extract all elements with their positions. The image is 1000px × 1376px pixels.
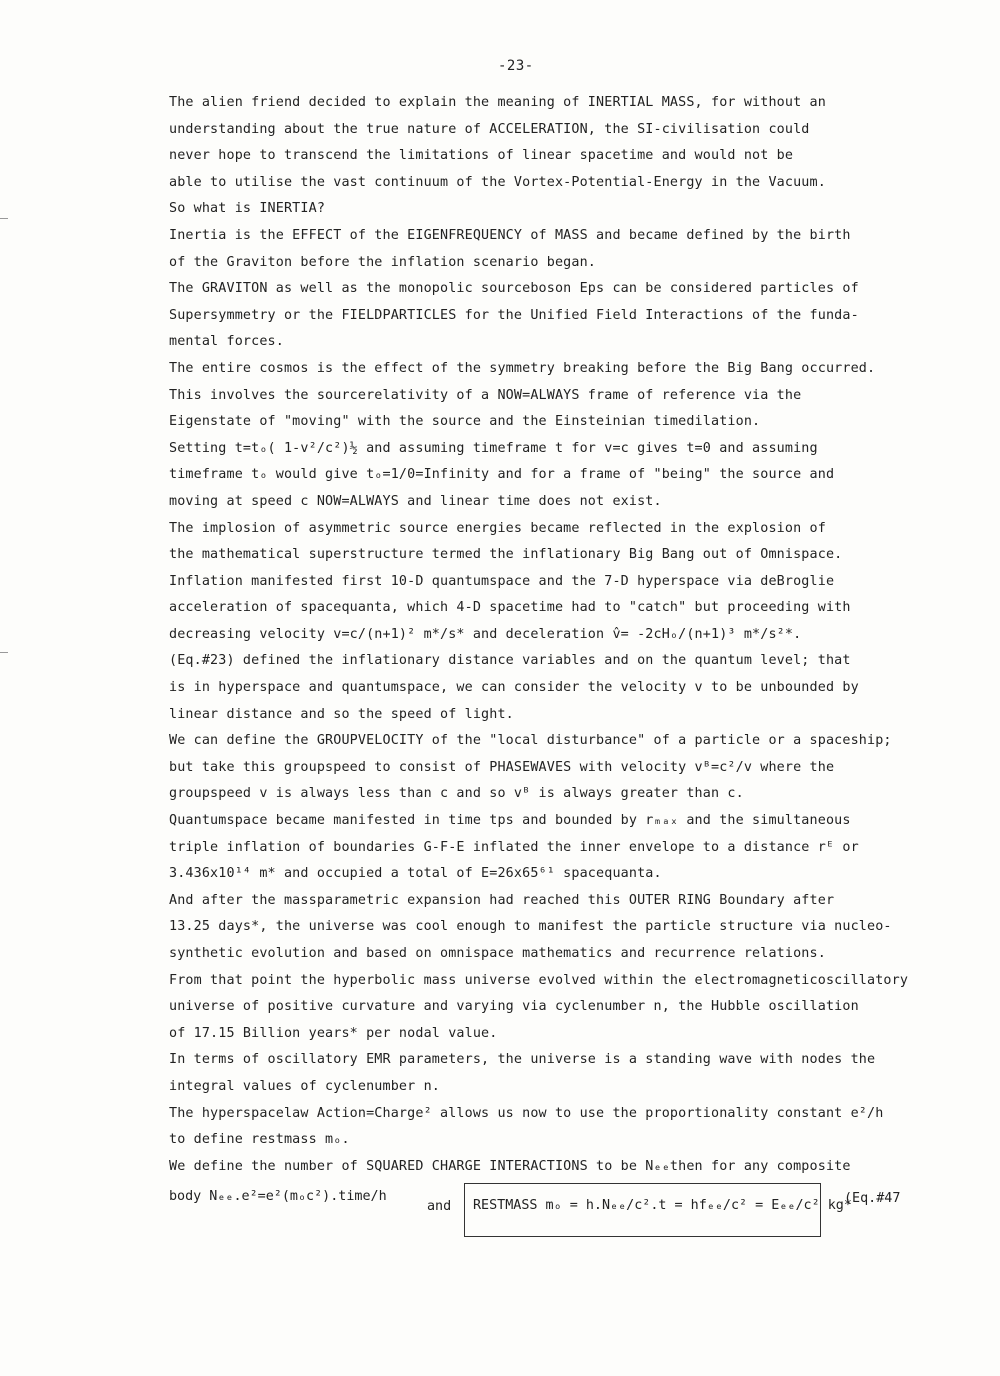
margin-mark	[0, 218, 8, 219]
equation-row	[169, 1183, 959, 1253]
text-line: universe of positive curvature and varying via cyclenumber n, the Hubble oscillation	[169, 999, 859, 1015]
text-line: is in hyperspace and quantumspace, we can consider the velocity v to be unbounded by	[169, 680, 859, 696]
restmass-formula: RESTMASS mₒ = h.Nₑₑ/c².t = hfₑₑ/c² = Eₑₑ/c² kg*	[473, 1198, 852, 1213]
equation-and: and	[427, 1199, 452, 1214]
text-line: of 17.15 Billion years* per nodal value.	[169, 1025, 498, 1041]
text-line: linear distance and so the speed of light.	[169, 706, 514, 722]
text-line: The alien friend decided to explain the meaning of INERTIAL MASS, for without an	[169, 95, 826, 110]
text-line: In terms of oscillatory EMR parameters, the universe is a standing wave with nodes the	[169, 1052, 876, 1068]
text-line: acceleration of spacequanta, which 4-D spacetime had to "catch" but proceeding with	[169, 600, 851, 616]
text-line: We can define the GROUPVELOCITY of the "local disturbance" of a particle or a spaceship;	[169, 733, 892, 749]
text-line: Eigenstate of "moving" with the source and the Einsteinian timedilation.	[169, 414, 761, 430]
page-number: -23-	[498, 58, 534, 74]
text-line: moving at speed c NOW=ALWAYS and linear time does not exist.	[169, 493, 662, 509]
text-line: Inertia is the EFFECT of the EIGENFREQUENCY of MASS and became defined by the birth	[169, 227, 851, 243]
text-line: Supersymmetry or the FIELDPARTICLES for the Unified Field Interactions of the funda-	[169, 307, 859, 323]
text-line: Inflation manifested first 10-D quantumspace and the 7-D hyperspace via deBroglie	[169, 573, 835, 589]
text-line: The implosion of asymmetric source energies became reflected in the explosion of	[169, 520, 826, 536]
text-line: We define the number of SQUARED CHARGE INTERACTIONS to be Nₑₑthen for any composite	[169, 1158, 851, 1174]
text-line: to define restmass mₒ.	[169, 1132, 350, 1148]
text-line: The entire cosmos is the effect of the symmetry breaking before the Big Bang occurred.	[169, 360, 876, 376]
text-line: able to utilise the vast continuum of the Vortex-Potential-Energy in the Vacuum.	[169, 174, 826, 190]
text-line: synthetic evolution and based on omnispace mathematics and recurrence relations.	[169, 946, 826, 961]
text-line: The GRAVITON as well as the monopolic sourceboson Eps can be considered particles of	[169, 281, 859, 297]
text-line: So what is INERTIA?	[169, 201, 326, 217]
text-line: From that point the hyperbolic mass universe evolved within the electromagneticoscillatory	[169, 972, 909, 988]
text-line: integral values of cyclenumber n.	[169, 1078, 440, 1094]
text-line: never hope to transcend the limitations of linear spacetime and would not be	[169, 148, 794, 164]
restmass-box	[464, 1183, 852, 1237]
text-line: mental forces.	[169, 334, 284, 350]
text-line: but take this groupspeed to consist of PHASEWAVES with velocity vᴮ=c²/v where the	[169, 759, 835, 775]
text-line: And after the massparametric expansion had reached this OUTER RING Boundary after	[169, 892, 835, 908]
text-line: This involves the sourcerelativity of a NOW=ALWAYS frame of reference via the	[169, 387, 802, 403]
equation-left: body Nₑₑ.e²=e²(mₒc²).time/h	[169, 1189, 387, 1204]
equation-number: (Eq.#47	[844, 1191, 901, 1206]
text-line: 3.436x10¹⁴ m* and occupied a total of E=26x65⁶¹ spacequanta.	[169, 866, 662, 882]
text-line: understanding about the true nature of ACCELERATION, the SI-civilisation could	[169, 121, 810, 137]
text-line: Quantumspace became manifested in time tps and bounded by rₘₐₓ and the simultaneous	[169, 813, 851, 829]
text-line: of the Graviton before the inflation scenario began.	[169, 254, 597, 270]
text-line: 13.25 days*, the universe was cool enough to manifest the particle structure via nucleo-	[169, 919, 892, 935]
text-line: groupspeed v is always less than c and so vᴮ is always greater than c.	[169, 786, 744, 802]
text-line: the mathematical superstructure termed the inflationary Big Bang out of Omnispace.	[169, 547, 843, 563]
text-line: timeframe tₒ would give tₒ=1/0=Infinity and for a frame of "being" the source and	[169, 467, 835, 483]
margin-mark	[0, 652, 8, 653]
text-line: triple inflation of boundaries G-F-E inflated the inner envelope to a distance rᴱ or	[169, 839, 859, 855]
body-text	[169, 90, 929, 1180]
text-line: decreasing velocity v=c/(n+1)² m*/s* and deceleration v̂= -2cHₒ/(n+1)³ m*/s²*.	[169, 626, 802, 642]
text-line: The hyperspacelaw Action=Charge² allows us now to use the proportionality constant e²/h	[169, 1105, 884, 1121]
text-line: (Eq.#23) defined the inflationary distance variables and on the quantum level; that	[169, 653, 851, 669]
text-line: Setting t=tₒ( 1-v²/c²)½ and assuming timeframe t for v=c gives t=0 and assuming	[169, 440, 818, 456]
